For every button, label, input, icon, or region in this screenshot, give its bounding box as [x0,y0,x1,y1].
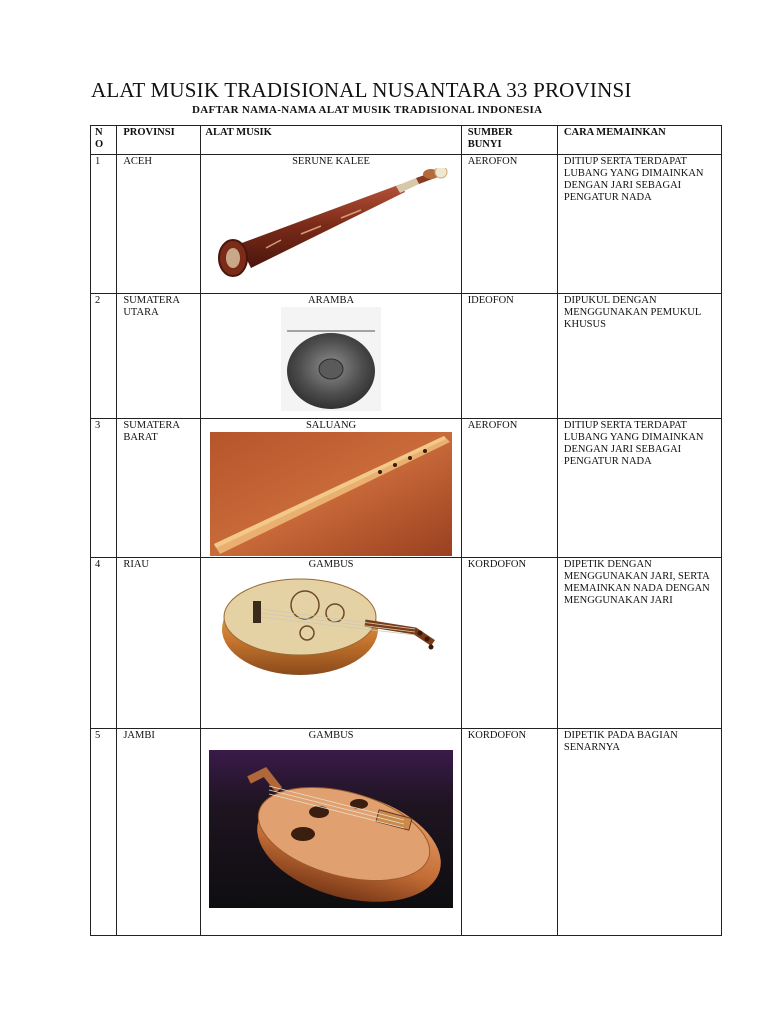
row-provinsi: JAMBI [117,729,201,936]
row-sumber: KORDOFON [461,558,557,729]
table-header-row [91,126,722,155]
row-alat-name: SALUANG [305,420,357,431]
row-provinsi: SUMATERA UTARA [117,294,201,419]
page-title: ALAT MUSIK TRADISIONAL NUSANTARA 33 PROVINSI [91,78,632,102]
header-sumber-line1: SUMBER [467,127,513,138]
row-no: 5 [91,729,117,936]
row-cara: DITIUP SERTA TERDAPAT LUBANG YANG DIMAINKAN DENGAN JARI SEBAGAI PENGATUR NADA [557,419,721,558]
row-alat-cell [201,558,461,729]
row-no: 2 [91,294,117,419]
row-sumber: AEROFON [461,155,557,294]
row-alat-cell [201,419,461,558]
row-alat-name: GAMBUS [308,559,354,570]
row-sumber: KORDOFON [461,729,557,936]
row-provinsi: ACEH [117,155,201,294]
row-no: 4 [91,558,117,729]
table-row [91,155,722,294]
row-sumber: IDEOFON [461,294,557,419]
table-row [91,558,722,729]
serune-kalee-image [211,168,451,280]
page-subtitle: DAFTAR NAMA-NAMA ALAT MUSIK TRADISIONAL INDONESIA [192,104,543,116]
instrument-table [90,125,722,936]
header-sumber-bunyi [461,126,557,155]
header-no-line2: O [95,139,104,150]
row-provinsi: SUMATERA BARAT [117,419,201,558]
row-alat-cell [201,155,461,294]
header-sumber-line2: BUNYI [467,139,502,150]
header-no [91,126,117,155]
row-no: 1 [91,155,117,294]
row-alat-cell [201,729,461,936]
aramba-gong-image [281,307,381,411]
saluang-flute-image [210,432,452,556]
row-cara: DITIUP SERTA TERDAPAT LUBANG YANG DIMAINKAN DENGAN JARI SEBAGAI PENGATUR NADA [557,155,721,294]
header-provinsi: PROVINSI [117,126,201,155]
row-alat-name: GAMBUS [308,730,354,741]
header-alat-musik: ALAT MUSIK [201,126,461,155]
row-cara: DIPUKUL DENGAN MENGGUNAKAN PEMUKUL KHUSUS [557,294,721,419]
table-row [91,294,722,419]
row-provinsi: RIAU [117,558,201,729]
gambus-jambi-image [209,750,453,908]
gambus-riau-image [215,571,447,681]
row-sumber: AEROFON [461,419,557,558]
table-row [91,419,722,558]
row-no: 3 [91,419,117,558]
row-cara: DIPETIK DENGAN MENGGUNAKAN JARI, SERTA MEMAINKAN NADA DENGAN MENGGUNAKAN JARI [557,558,721,729]
row-alat-cell [201,294,461,419]
header-cara-memainkan: CARA MEMAINKAN [557,126,721,155]
row-cara: DIPETIK PADA BAGIAN SENARNYA [557,729,721,936]
header-no-line1: N [95,127,103,138]
row-alat-name: SERUNE KALEE [292,156,370,167]
table-row [91,729,722,936]
row-alat-name: ARAMBA [307,295,355,306]
